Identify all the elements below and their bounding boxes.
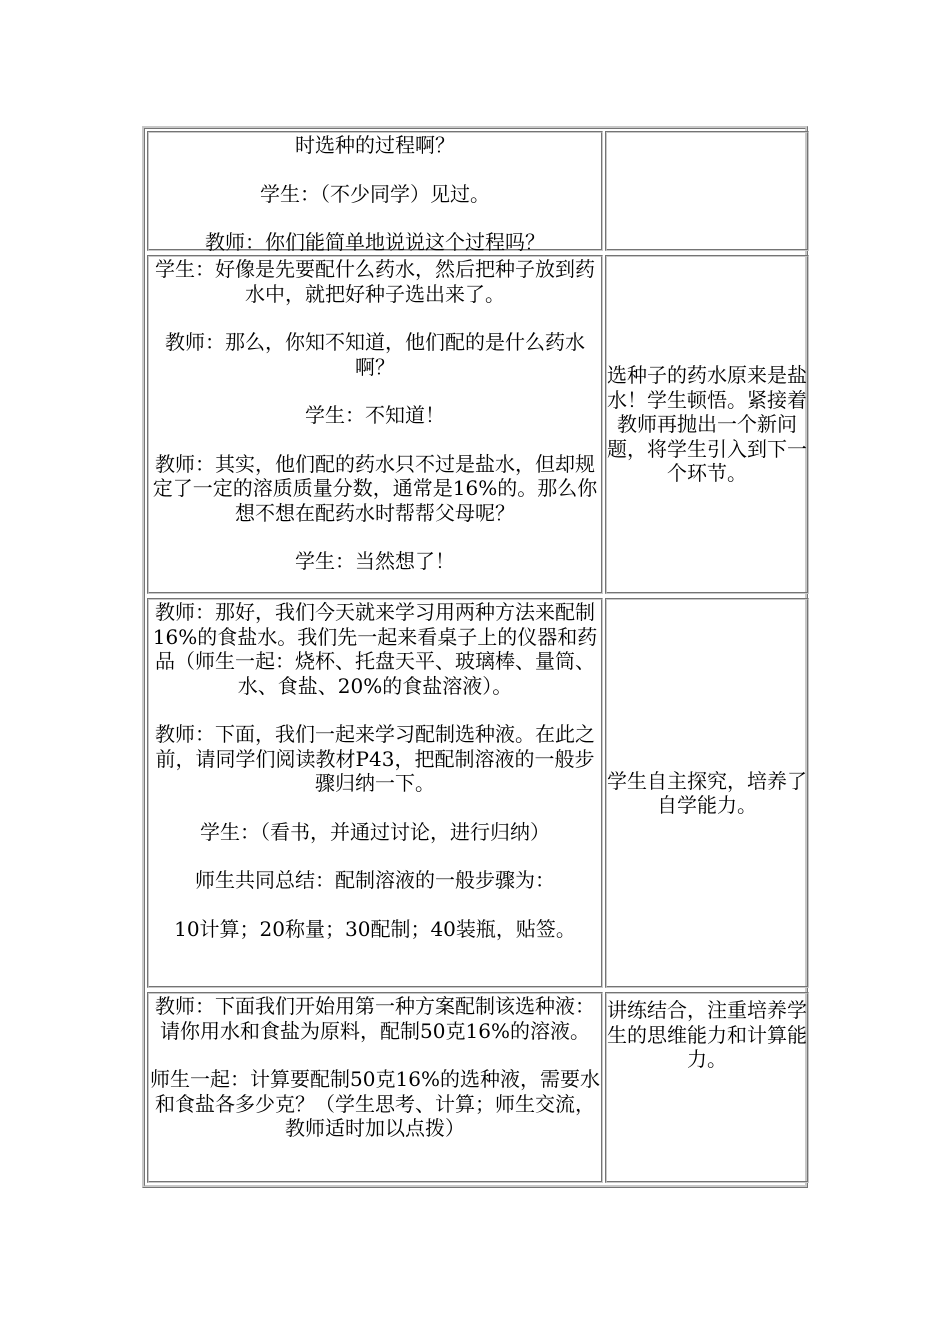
- dialogue-cell: [147, 598, 603, 988]
- dialogue-line: 教师：下面我们开始用第一种方案配制该选种液：请你用水和食盐为原料，配制50克16%的溶液。: [155, 994, 595, 1043]
- dialogue-line: 学生：当然想了！: [295, 549, 455, 573]
- table-row: [147, 596, 807, 990]
- comment-text: 讲练结合，注重培养学生的思维能力和计算能力。: [607, 998, 807, 1071]
- dialogue-line: 10计算；20称量；30配制；40装瓶，贴签。: [174, 916, 576, 941]
- table-row: [147, 129, 803, 253]
- dialogue-line: 教师：那么，你知不知道，他们配的是什么药水啊？: [165, 330, 585, 379]
- table-row: [147, 253, 807, 596]
- comment-text: 选种子的药水原来是盐水！学生顿悟。紧接着教师再抛出一个新问题，将学生引入到下一个环节。: [607, 363, 807, 486]
- dialogue-line: 教师：那好，我们今天就来学习用两种方法来配制16%的食盐水。我们先一起来看桌子上的仪器和药品（师生一起：烧杯、托盘天平、玻璃棒、量筒、水、食盐、20%的食盐溶液）。: [152, 600, 598, 698]
- comment-cell: [605, 255, 809, 594]
- comment-text: 学生自主探究，培养了自学能力。: [607, 768, 807, 817]
- dialogue-line: 学生：好像是先要配什么药水，然后把种子放到药水中，就把好种子选出来了。: [155, 257, 595, 306]
- table-row: [147, 990, 807, 1185]
- dialogue-line: 教师：下面，我们一起来学习配制选种液。在此之前，请同学们阅读教材P43，把配制溶液的一般步骤归纳一下。: [155, 722, 595, 795]
- dialogue-line: 学生：（看书，并通过讨论，进行归纳）: [200, 819, 550, 844]
- dialogue-line: 学生：不知道！: [305, 403, 445, 427]
- dialogue-cell: [147, 992, 603, 1183]
- dialogue-line: 教师：其实，他们配的药水只不过是盐水，但却规定了一定的溶质质量分数，通常是16%的。那么你想不想在配药水时帮帮父母呢？: [152, 451, 598, 525]
- dialogue-line: 师生共同总结：配制溶液的一般步骤为：: [195, 868, 555, 892]
- lesson-table: [142, 126, 808, 1188]
- dialogue-line: 时选种的过程啊？: [295, 133, 455, 157]
- dialogue-line: 师生一起：计算要配制50克16%的选种液，需要水和食盐各多少克？（学生思考、计算；师生交流，教师适时加以点拨）: [150, 1067, 600, 1140]
- dialogue-cell: [147, 255, 603, 594]
- dialogue-line: 学生：（不少同学）见过。: [260, 181, 490, 206]
- dialogue-cell: [147, 131, 603, 254]
- comment-cell: [605, 131, 809, 251]
- comment-cell: [605, 992, 809, 1183]
- comment-cell: [605, 598, 809, 988]
- dialogue-line: 教师：你们能简单地说说这个过程吗？: [205, 230, 545, 254]
